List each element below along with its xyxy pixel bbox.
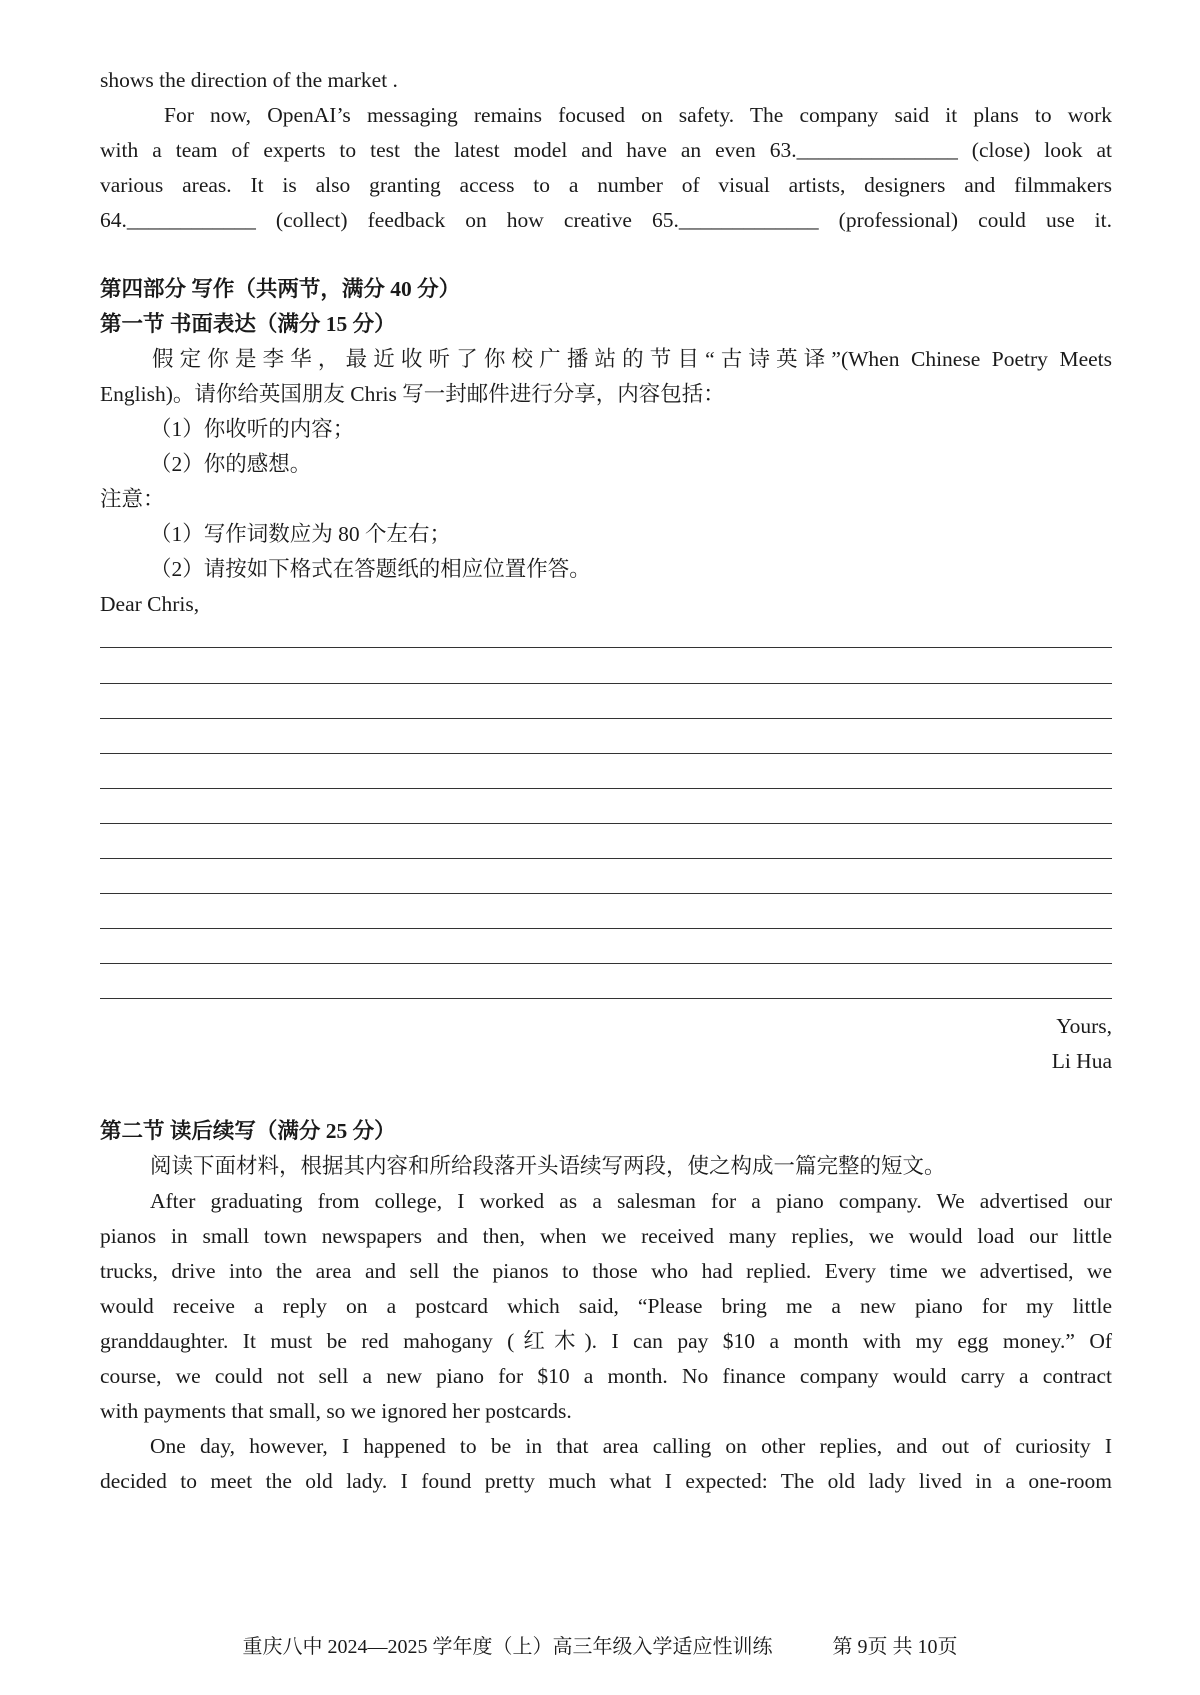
passage-line: For now, OpenAI’s messaging remains focused on safety. The company said it plans to work: [164, 103, 1112, 127]
footer-school: 重庆八中 2024—2025 学年度（上）高三年级入学适应性训练: [242, 1636, 773, 1658]
passage-line: various areas. It is also granting access to a number of visual artists, designers and filmmakers: [100, 173, 1112, 197]
story-line: decided to meet the old lady. I found pretty much what I expected: The old lady lived in a one-room: [100, 1469, 1112, 1493]
writing-line: [100, 647, 1112, 648]
story-line: pianos in small town newspapers and then, when we received many replies, we would load our little: [100, 1224, 1112, 1248]
writing-line: [100, 683, 1112, 684]
task-text: English)。请你给英国朋友 Chris 写一封邮件进行分享，内容包括：: [100, 382, 725, 406]
story-line: with payments that small, so we ignored her postcards.: [100, 1399, 572, 1423]
section1-heading: 第一节 书面表达（满分 15 分）: [100, 312, 396, 336]
page-footer: [0, 1633, 1200, 1661]
passage-line: shows the direction of the market .: [100, 68, 398, 92]
writing-line: [100, 718, 1112, 719]
story-line: granddaughter. It must be red mahogany (红木). I can pay $10 a month with my egg money.” Of: [100, 1329, 1112, 1353]
task-text: 假定你是李华，最近收听了你校广播站的节目“古诗英译”(When Chinese Poetry Meets: [152, 347, 1112, 371]
note-item: （2）请按如下格式在答题纸的相应位置作答。: [150, 557, 591, 581]
letter-closing: Yours,: [1056, 1014, 1112, 1038]
writing-line: [100, 788, 1112, 789]
passage-line: 64.____________ (collect) feedback on how creative 65._____________ (professional) could use it.: [100, 208, 1112, 232]
part4-heading: 第四部分 写作（共两节，满分 40 分）: [100, 277, 461, 301]
section2-heading: 第二节 读后续写（满分 25 分）: [100, 1119, 396, 1143]
letter-signature: Li Hua: [1051, 1049, 1112, 1073]
writing-line: [100, 928, 1112, 929]
writing-line: [100, 753, 1112, 754]
task-item: （1）你收听的内容；: [150, 417, 355, 441]
story-line: After graduating from college, I worked as a salesman for a piano company. We advertised our: [150, 1189, 1112, 1213]
note-label: 注意：: [100, 487, 165, 511]
writing-line: [100, 893, 1112, 894]
writing-line: [100, 963, 1112, 964]
section2-instruction: 阅读下面材料，根据其内容和所给段落开头语续写两段，使之构成一篇完整的短文。: [150, 1154, 946, 1178]
passage-line: with a team of experts to test the latest model and have an even 63._______________ (close) look at: [100, 138, 1112, 162]
footer-page-number: 第 9页 共 10页: [832, 1636, 958, 1658]
story-line: course, we could not sell a new piano for $10 a month. No finance company would carry a contract: [100, 1364, 1112, 1388]
story-line: trucks, drive into the area and sell the pianos to those who had replied. Every time we advertised, we: [100, 1259, 1112, 1283]
letter-salutation: Dear Chris,: [100, 592, 200, 616]
writing-line: [100, 858, 1112, 859]
story-line: One day, however, I happened to be in that area calling on other replies, and out of curiosity I: [150, 1434, 1112, 1458]
task-item: （2）你的感想。: [150, 452, 312, 476]
note-item: （1）写作词数应为 80 个左右；: [150, 522, 452, 546]
writing-line: [100, 823, 1112, 824]
writing-line: [100, 998, 1112, 999]
story-line: would receive a reply on a postcard which said, “Please bring me a new piano for my little: [100, 1294, 1112, 1318]
